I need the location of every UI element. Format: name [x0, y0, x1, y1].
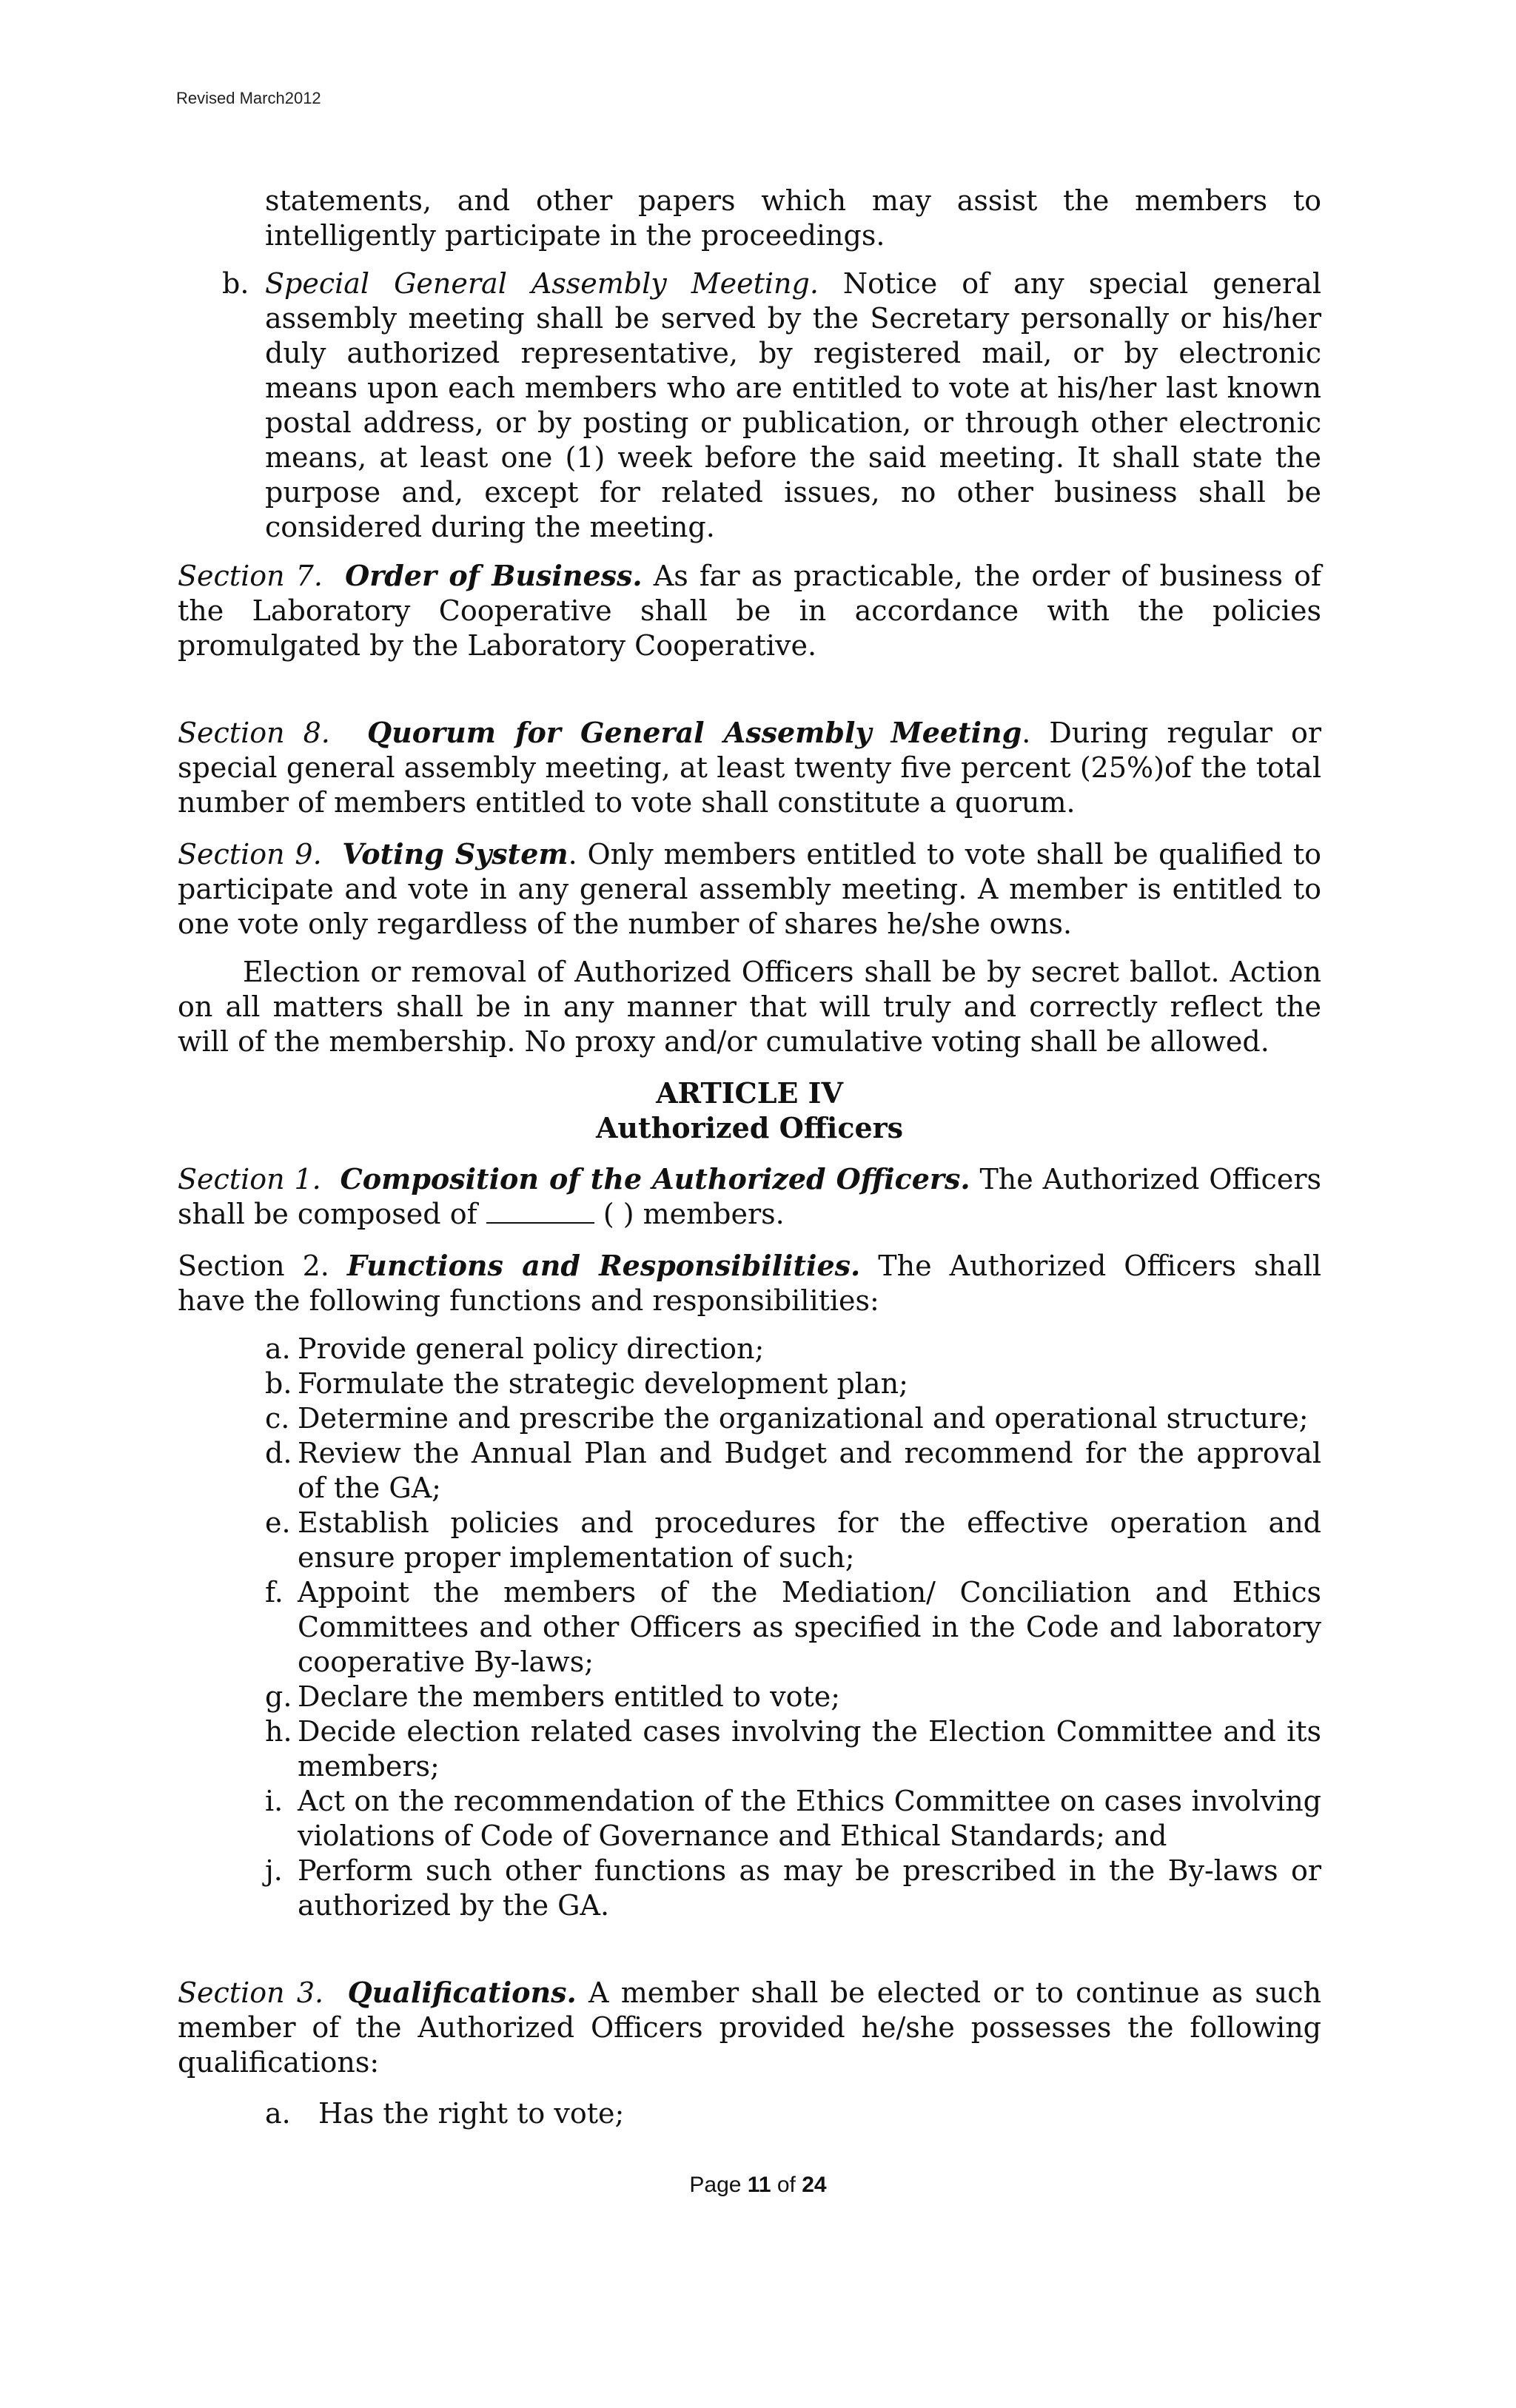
list-item: b. Formulate the strategic development plan; [265, 1367, 908, 1400]
list-item: g. Declare the members entitled to vote; [265, 1680, 841, 1713]
section-7 [178, 558, 1321, 663]
article-number: ARTICLE IV [656, 1076, 843, 1110]
list-item: a. Provide general policy direction; [265, 1332, 765, 1365]
page-number: 11 [747, 2173, 771, 2197]
section-number: Section 1. [178, 1163, 321, 1195]
total-pages: 24 [802, 2173, 827, 2197]
revision-note: Revised March2012 [176, 89, 321, 107]
section-title: Composition of the Authorized Officers. [340, 1162, 970, 1195]
section-8 [178, 715, 1321, 820]
section-title: Qualifications. [347, 1976, 577, 2009]
section-title: Voting System [342, 837, 568, 871]
list-item: f. Appoint the members of the Mediation/ Conciliation and Ethics Committees and other Officers as specified in the Code and laboratory cooperative By-laws; [265, 1576, 1321, 1678]
section-9 [178, 836, 1321, 942]
page-footer [0, 2173, 1516, 2198]
item-text: Notice of any special general assembly meeting shall be served by the Secretary personally or his/her duly authorized representative, by registered mail, or by electronic means upon each members who are entitled to vote at his/her last known postal address, or by posting or publication, or through other electronic means, at least one (1) week before the said meeting. It shall state the purpose and, except for related issues, no other business shall be considered during the meeting. [265, 267, 1321, 543]
section-title: Order of Business. [345, 559, 643, 592]
section-title: Quorum for General Assembly Meeting [366, 716, 1022, 749]
article-section-2 [178, 1248, 1321, 1318]
article-title: Authorized Officers [595, 1111, 904, 1144]
of-word: of [777, 2173, 796, 2197]
section-text: The Authorized Officers shall be composed of [178, 1163, 1321, 1230]
section-number: Section 8. [178, 717, 330, 749]
list-item: e. Establish policies and procedures for the effective operation and ensure proper implementation of such; [265, 1506, 1321, 1574]
list-item: j. Perform such other functions as may be prescribed in the By-laws or authorized by the GA. [265, 1854, 1321, 1922]
list-item: a. Has the right to vote; [265, 2097, 625, 2130]
list-item: d. Review the Annual Plan and Budget and recommend for the approval of the GA; [265, 1437, 1321, 1504]
list-item-special-meeting [222, 266, 1321, 545]
blank-line [486, 1200, 594, 1224]
section-text: . During regular or special general assembly meeting, at least twenty five percent (25%)of the total number of members entitled to vote shall constitute a quorum. [178, 717, 1322, 819]
continued-paragraph: statements, and other papers which may assist the members to intelligently participate in the proceedings. [265, 184, 1321, 252]
section-number: Section 2. [178, 1250, 329, 1282]
section-text: A member shall be elected or to continue as such member of the Authorized Officers provided he/she possesses the following qualifications: [178, 1976, 1321, 2079]
section-text: . Only members entitled to vote shall be qualified to participate and vote in any general assembly meeting. A member is entitled to one vote only regardless of the number of shares he/she owns. [178, 838, 1321, 940]
section-number: Section 3. [178, 1976, 324, 2009]
article-section-1 [178, 1161, 1321, 1232]
section-text-after: ( ) members. [594, 1198, 785, 1230]
functions-list [178, 1332, 1321, 1923]
section-number: Section 7. [178, 560, 323, 592]
page-word: Page [689, 2173, 742, 2197]
list-item: h. Decide election related cases involving the Election Committee and its members; [265, 1715, 1321, 1782]
section-text: The Authorized Officers shall have the following functions and responsibilities: [178, 1250, 1321, 1317]
article-section-3 [178, 1975, 1321, 2080]
list-item: c. Determine and prescribe the organizational and operational structure; [265, 1402, 1309, 1435]
section-title: Functions and Responsibilities. [346, 1249, 861, 1282]
section-9-paragraph-2: Election or removal of Authorized Officers shall be by secret ballot. Action on all matters shall be in any manner that will truly and correctly reflect the will of the membership. No proxy and/or cumulative voting shall be allowed. [178, 956, 1321, 1058]
section-text: As far as practicable, the order of business of the Laboratory Cooperative shall be in accordance with the policies promulgated by the Laboratory Cooperative. [178, 560, 1321, 662]
item-title: Special General Assembly Meeting. [265, 267, 819, 300]
list-item: i. Act on the recommendation of the Ethics Committee on cases involving violations of Code of Governance and Ethical Standards; and [265, 1785, 1321, 1852]
document-body [178, 184, 1321, 2131]
section-number: Section 9. [178, 838, 322, 871]
list-label: b. [222, 267, 249, 300]
